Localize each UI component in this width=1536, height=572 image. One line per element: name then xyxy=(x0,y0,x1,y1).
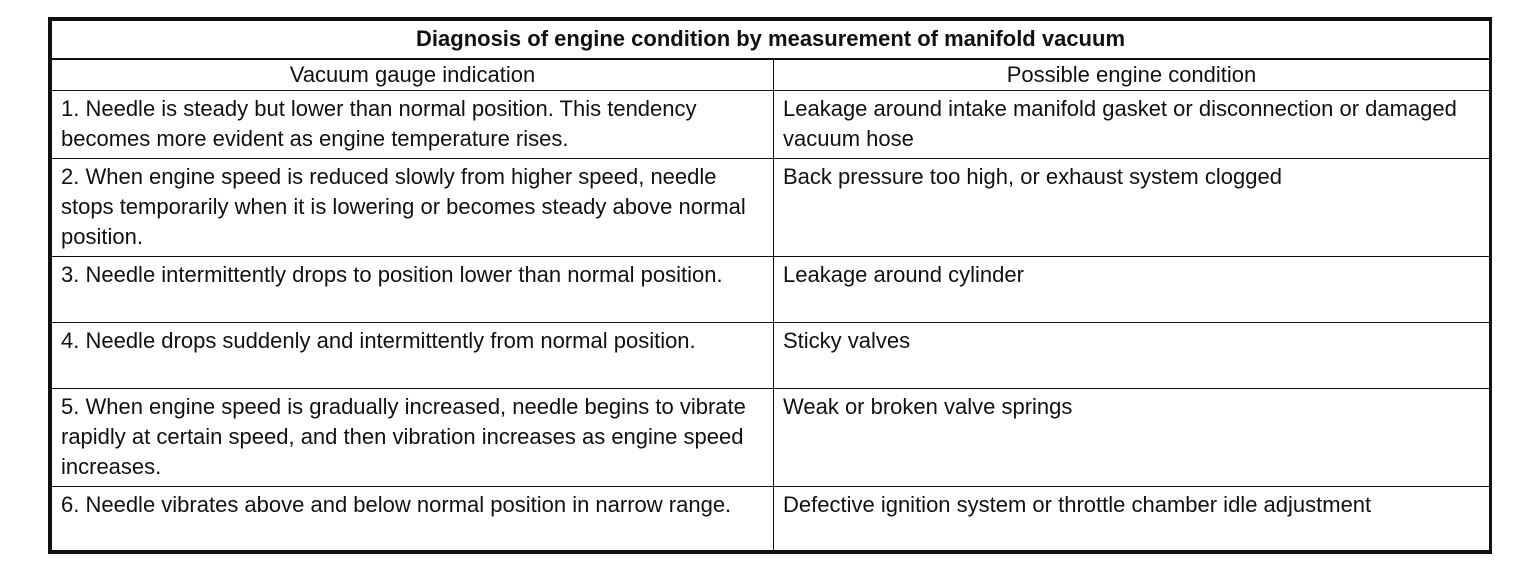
indication-cell: 1. Needle is steady but lower than normal position. This tendency becomes more evident as engine temperature rises. xyxy=(52,91,774,159)
table-row xyxy=(52,159,1490,257)
table-header-row xyxy=(52,59,1490,91)
table-row xyxy=(52,389,1490,487)
table-title-row xyxy=(52,21,1490,59)
condition-cell: Sticky valves xyxy=(774,323,1490,389)
indication-cell: 4. Needle drops suddenly and intermittently from normal position. xyxy=(52,323,774,389)
column-header-indication: Vacuum gauge indication xyxy=(52,59,774,91)
indication-cell: 6. Needle vibrates above and below normal position in narrow range. xyxy=(52,487,774,551)
indication-cell: 3. Needle intermittently drops to position lower than normal position. xyxy=(52,257,774,323)
table-row xyxy=(52,323,1490,389)
condition-cell: Back pressure too high, or exhaust system clogged xyxy=(774,159,1490,257)
indication-cell: 5. When engine speed is gradually increased, needle begins to vibrate rapidly at certain speed, and then vibration increases as engine speed increases. xyxy=(52,389,774,487)
condition-cell: Weak or broken valve springs xyxy=(774,389,1490,487)
indication-cell: 2. When engine speed is reduced slowly from higher speed, needle stops temporarily when it is lowering or becomes steady above normal position. xyxy=(52,159,774,257)
condition-cell: Leakage around intake manifold gasket or disconnection or damaged vacuum hose xyxy=(774,91,1490,159)
condition-cell: Leakage around cylinder xyxy=(774,257,1490,323)
diagnosis-table-grid xyxy=(51,20,1490,551)
table-row xyxy=(52,257,1490,323)
diagnosis-table xyxy=(48,17,1492,554)
table-row xyxy=(52,487,1490,551)
table-title: Diagnosis of engine condition by measurement of manifold vacuum xyxy=(52,21,1490,59)
table-row xyxy=(52,91,1490,159)
column-header-condition: Possible engine condition xyxy=(774,59,1490,91)
condition-cell: Defective ignition system or throttle chamber idle adjustment xyxy=(774,487,1490,551)
